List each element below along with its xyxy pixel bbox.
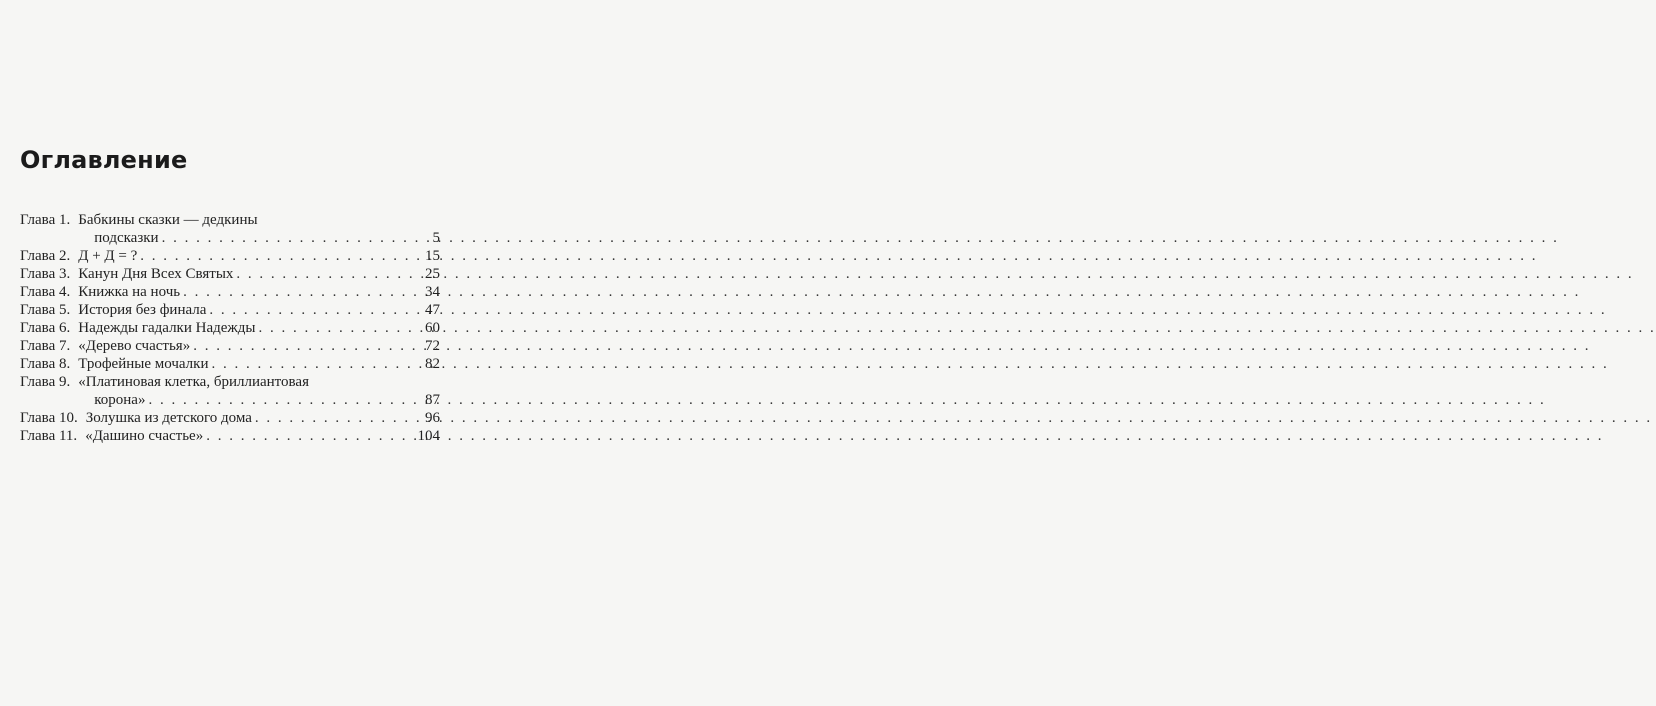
toc-page-number: 96 [425,410,440,426]
toc-title: Надежды гадалки Надежды [78,320,256,336]
toc-page-number: 5 [432,230,440,246]
toc-entry-4 [20,283,440,301]
toc-page-number: 60 [425,320,440,336]
toc-entry-3 [20,265,440,283]
toc-title: Золушка из детского дома [85,410,252,426]
toc-entry-9 [20,373,440,409]
dot-leader [211,355,423,373]
toc-entry-8 [20,355,440,373]
dot-leader [206,427,415,445]
toc-page-number: 82 [425,356,440,372]
toc-title-line1: Бабкины сказки — дедкины [78,212,258,228]
toc-page-number: 34 [425,284,440,300]
toc-chapter-number: Глава 7. [20,338,71,354]
toc-page-number: 47 [425,302,440,318]
toc-entry-7 [20,337,440,355]
dot-leader [209,301,423,319]
toc-title: Д + Д = ? [78,248,138,264]
toc-entry-10 [20,409,440,427]
toc-title: Книжка на ночь [78,284,181,300]
toc-title-line1: «Платиновая клетка, бриллиантовая [78,374,309,390]
dot-leader [255,409,423,427]
toc-title: Трофейные мочалки [78,356,209,372]
book-page [0,0,450,706]
toc-entry-1 [20,211,440,247]
dot-leader [148,391,423,409]
toc-chapter-number: Глава 1. [20,212,71,228]
table-of-contents [20,211,440,445]
toc-title: Канун Дня Всех Святых [78,266,234,282]
toc-chapter-number: Глава 2. [20,248,71,264]
dot-leader [162,229,431,247]
toc-chapter-number: Глава 10. [20,410,78,426]
toc-chapter-number: Глава 5. [20,302,71,318]
toc-chapter-number: Глава 9. [20,374,71,390]
dot-leader [258,319,423,337]
toc-chapter-number: Глава 4. [20,284,71,300]
toc-chapter-number: Глава 6. [20,320,71,336]
toc-entry-6 [20,319,440,337]
toc-title: История без финала [78,302,207,318]
dot-leader [193,337,423,355]
toc-page-number: 15 [425,248,440,264]
dot-leader [140,247,423,265]
page-title: Оглавление [20,146,188,174]
toc-entry-5 [20,301,440,319]
toc-chapter-number: Глава 11. [20,428,78,444]
toc-entry-2 [20,247,440,265]
dot-leader [236,265,423,283]
toc-title: «Дашино счастье» [85,428,204,444]
toc-page-number: 87 [425,392,440,408]
toc-page-number: 104 [417,428,440,444]
toc-title: «Дерево счастья» [78,338,191,354]
toc-page-number: 72 [425,338,440,354]
toc-page-number: 25 [425,266,440,282]
toc-title-line2: корона» [94,392,146,408]
toc-entry-11 [20,427,440,445]
dot-leader [183,283,423,301]
toc-chapter-number: Глава 3. [20,266,71,282]
toc-chapter-number: Глава 8. [20,356,71,372]
toc-title-line2: подсказки [94,230,159,246]
